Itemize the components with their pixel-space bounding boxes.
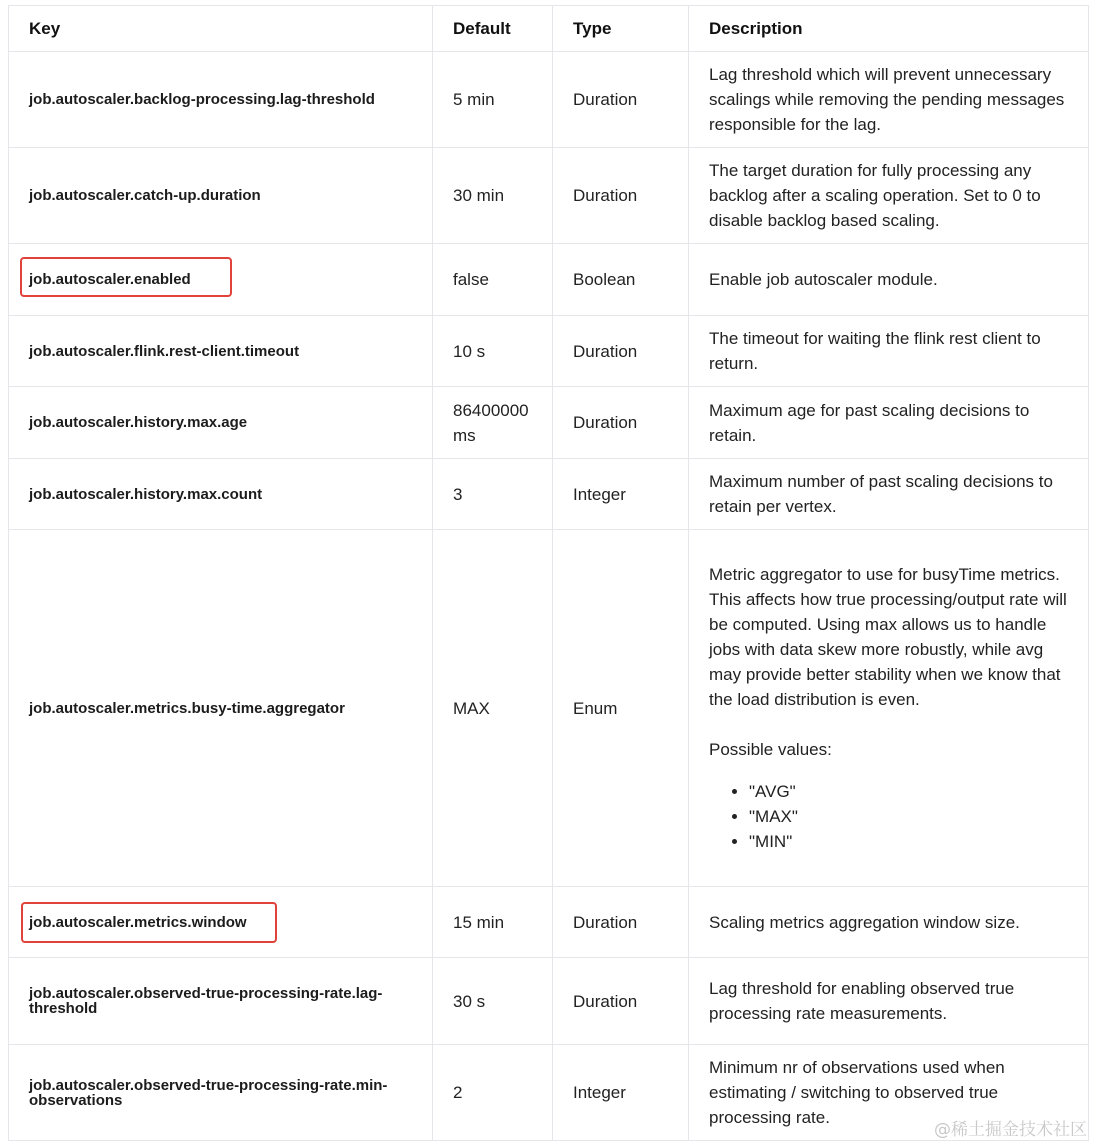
row-key: job.autoscaler.history.max.age bbox=[9, 387, 433, 459]
table-row bbox=[9, 958, 1089, 1045]
row-description-cell bbox=[689, 530, 1089, 887]
row-default: 30 min bbox=[433, 148, 553, 244]
row-description: The timeout for waiting the flink rest client to return. bbox=[689, 316, 1089, 387]
row-default: 86400000 ms bbox=[433, 387, 553, 459]
row-key-cell bbox=[9, 887, 433, 958]
row-key: job.autoscaler.history.max.count bbox=[9, 459, 433, 530]
row-default: 3 bbox=[433, 459, 553, 530]
table-row bbox=[9, 316, 1089, 387]
row-type: Duration bbox=[553, 52, 689, 148]
row-default: MAX bbox=[433, 530, 553, 887]
row-key: job.autoscaler.metrics.window bbox=[29, 913, 247, 931]
row-key: job.autoscaler.flink.rest-client.timeout bbox=[9, 316, 433, 387]
table-row bbox=[9, 148, 1089, 244]
list-item: • "MIN" bbox=[749, 829, 1074, 854]
row-key: job.autoscaler.backlog-processing.lag-threshold bbox=[9, 52, 433, 148]
row-type: Duration bbox=[553, 958, 689, 1045]
row-description: Enable job autoscaler module. bbox=[689, 244, 1089, 316]
row-type: Integer bbox=[553, 1045, 689, 1141]
row-description: The target duration for fully processing any backlog after a scaling operation. Set to 0 to disable backlog based scaling. bbox=[689, 148, 1089, 244]
row-type: Duration bbox=[553, 148, 689, 244]
row-description: Scaling metrics aggregation window size. bbox=[689, 887, 1089, 958]
row-default: 10 s bbox=[433, 316, 553, 387]
row-key: job.autoscaler.observed-true-processing-rate.lag-threshold bbox=[9, 958, 433, 1045]
row-key: job.autoscaler.catch-up.duration bbox=[9, 148, 433, 244]
row-type: Boolean bbox=[553, 244, 689, 316]
row-type: Duration bbox=[553, 887, 689, 958]
possible-values-list bbox=[709, 779, 1074, 854]
header-key: Key bbox=[9, 6, 433, 52]
row-key: job.autoscaler.observed-true-processing-rate.min-observations bbox=[9, 1045, 433, 1141]
list-item: • "AVG" bbox=[749, 779, 1074, 804]
config-options-table bbox=[8, 5, 1089, 1141]
table-row bbox=[9, 459, 1089, 530]
row-description: Lag threshold for enabling observed true processing rate measurements. bbox=[689, 958, 1089, 1045]
row-type: Duration bbox=[553, 316, 689, 387]
row-default: 15 min bbox=[433, 887, 553, 958]
row-key-cell bbox=[9, 244, 433, 316]
table-row bbox=[9, 52, 1089, 148]
table-row bbox=[9, 530, 1089, 887]
header-type: Type bbox=[553, 6, 689, 52]
table-row bbox=[9, 387, 1089, 459]
table-row bbox=[9, 887, 1089, 958]
row-type: Integer bbox=[553, 459, 689, 530]
table-header-row bbox=[9, 6, 1089, 52]
row-description: Maximum number of past scaling decisions to retain per vertex. bbox=[689, 459, 1089, 530]
row-type: Duration bbox=[553, 387, 689, 459]
row-description: Maximum age for past scaling decisions to retain. bbox=[689, 387, 1089, 459]
row-description: Minimum nr of observations used when estimating / switching to observed true processing rate. bbox=[689, 1045, 1089, 1141]
header-default: Default bbox=[433, 6, 553, 52]
header-description: Description bbox=[689, 6, 1089, 52]
list-item: • "MAX" bbox=[749, 804, 1074, 829]
row-default: false bbox=[433, 244, 553, 316]
row-key: job.autoscaler.metrics.busy-time.aggregator bbox=[9, 530, 433, 887]
row-type: Enum bbox=[553, 530, 689, 887]
row-description: Metric aggregator to use for busyTime metrics. This affects how true processing/output rate will be computed. Using max allows us to handle jobs with data skew more robustly, while avg may provide better stability when we know that the load distribution is even. bbox=[709, 565, 1067, 709]
config-table-container bbox=[8, 5, 1088, 1141]
row-default: 30 s bbox=[433, 958, 553, 1045]
row-default: 5 min bbox=[433, 52, 553, 148]
table-row bbox=[9, 244, 1089, 316]
row-description: Lag threshold which will prevent unnecessary scalings while removing the pending messages responsible for the lag. bbox=[689, 52, 1089, 148]
table-row bbox=[9, 1045, 1089, 1141]
possible-values-label: Possible values: bbox=[709, 740, 832, 759]
row-key: job.autoscaler.enabled bbox=[29, 271, 191, 288]
row-default: 2 bbox=[433, 1045, 553, 1141]
watermark: @稀土掘金技术社区 bbox=[934, 1120, 1087, 1140]
